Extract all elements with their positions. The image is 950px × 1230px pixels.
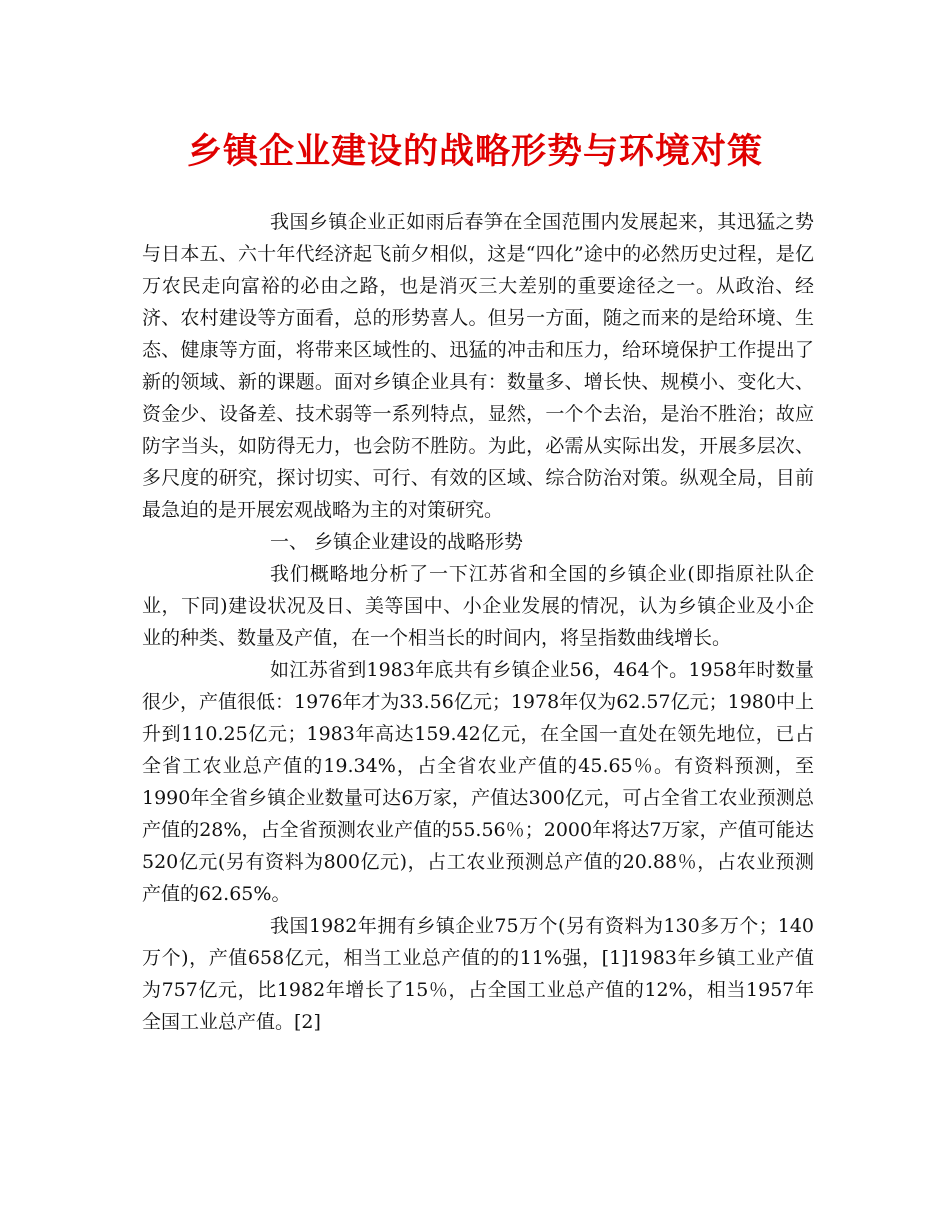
section-paragraph-overview: 我们概略地分析了一下江苏省和全国的乡镇企业(即指原社队企业，下同)建设状况及日、美等国中、小企业发展的情况，认为乡镇企业及小企业的种类、数量及产值，在一个相当长的时间内，将呈指数曲线增长。 — [142, 563, 814, 649]
section-paragraph-jiangsu: 如江苏省到1983年底共有乡镇企业56，464个。1958年时数量很少，产值很低：1976年才为33.56亿元；1978年仅为62.57亿元；1980中上升到110.25亿元；1983年高达159.42亿元，在全国一直处在领先地位，已占全省工农业总产值的19.34%，占全省农业产值的45.65％。有资料预测，至1990年全省乡镇企业数量可达6万家，产值达300亿元，可占全省工农业预测总产值的28%，占全省预测农业产值的55.56％；2000年将达7万家，产值可能达520亿元(另有资料为800亿元)，占工农业预测总产值的20.88％，占农业预测产值的62.65%。 — [142, 659, 814, 905]
document-body — [142, 206, 814, 1038]
document-title: 乡镇企业建设的战略形势与环境对策 — [186, 131, 763, 172]
section-paragraph-national: 我国1982年拥有乡镇企业75万个(另有资料为130多万个；140万个)，产值658亿元，相当工业总产值的的11%强，[1]1983年乡镇工业产值为757亿元，比1982年增长了15％，占全国工业总产值的12%，相当1957年全国工业总产值。[2] — [142, 915, 814, 1033]
intro-paragraph: 我国乡镇企业正如雨后春笋在全国范围内发展起来，其迅猛之势与日本五、六十年代经济起飞前夕相似，这是“四化”途中的必然历史过程，是亿万农民走向富裕的必由之路，也是消灭三大差别的重要途径之一。从政治、经济、农村建设等方面看，总的形势喜人。但另一方面，随之而来的是给环境、生态、健康等方面，将带来区域性的、迅猛的冲击和压力，给环境保护工作提出了新的领域、新的课题。面对乡镇企业具有：数量多、增长快、规模小、变化大、资金少、设备差、技术弱等一系列特点，显然，一个个去治，是治不胜治；故应防字当头，如防得无力，也会防不胜防。为此，必需从实际出发，开展多层次、多尺度的研究，探讨切实、可行、有效的区域、综合防治对策。纵观全局，目前最急迫的是开展宏观战略为主的对策研究。 — [142, 211, 814, 521]
section-heading: 一、 乡镇企业建设的战略形势 — [270, 531, 524, 553]
